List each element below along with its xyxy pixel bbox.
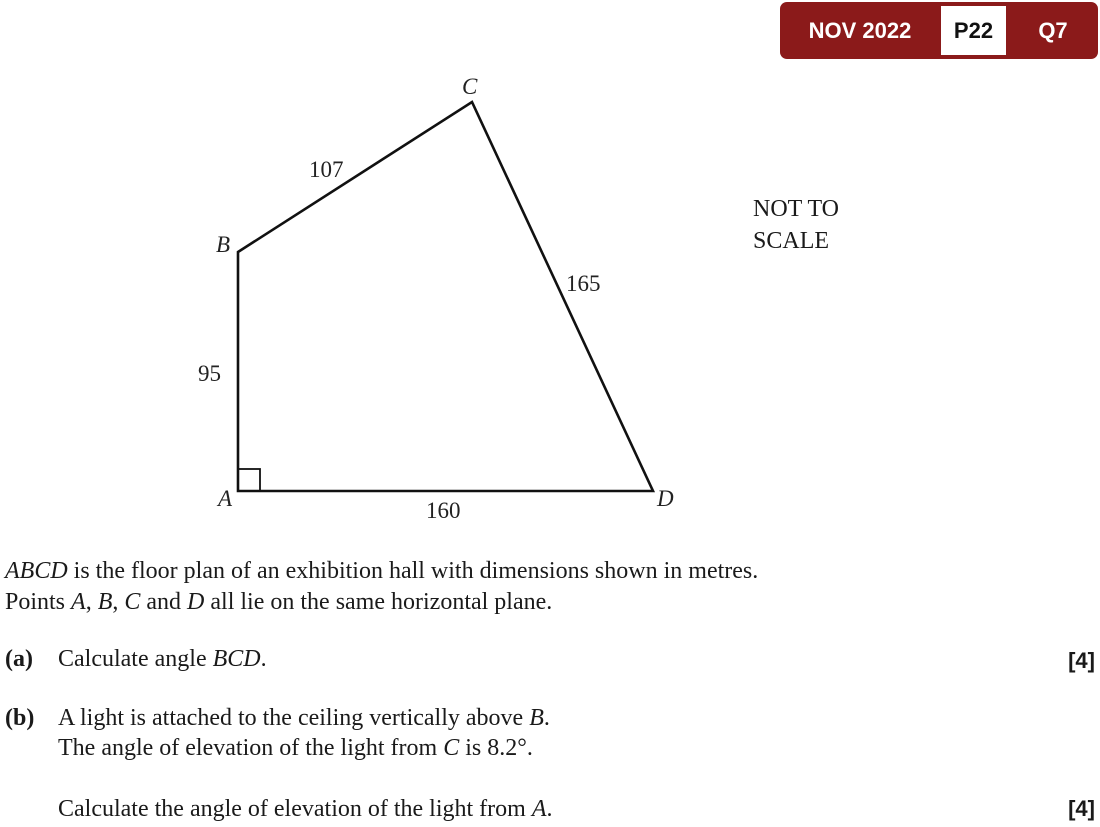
length-ad-label: 160 — [426, 498, 461, 523]
quadrilateral-abcd — [238, 102, 653, 491]
length-ab-label: 95 — [198, 361, 221, 386]
part-b-var-b: B — [529, 705, 544, 731]
intro-line-1 — [5, 556, 758, 586]
intro-line-2 — [5, 587, 552, 617]
intro-line-1-text: is the floor plan of an exhibition hall with dimensions shown in metres. — [67, 558, 759, 584]
part-b-line-2 — [58, 735, 533, 762]
intro-line-2-c: , — [85, 589, 98, 615]
vertex-c-label: C — [462, 74, 478, 99]
part-b-line-2-end: is 8.2°. — [459, 735, 533, 761]
intro-line-2-a: Points — [5, 589, 72, 615]
length-bc-label: 107 — [309, 157, 344, 182]
part-b-label: (b) — [5, 705, 35, 731]
vertex-d-label: D — [657, 486, 674, 511]
note-line-1: NOT TO — [753, 196, 840, 222]
right-angle-marker — [238, 469, 260, 491]
intro-var-d: D — [187, 589, 205, 615]
length-cd-label: 165 — [566, 271, 601, 296]
part-b-line-3-text: Calculate the angle of elevation of the light from — [58, 796, 532, 822]
note-line-2: SCALE — [753, 228, 830, 254]
intro-abcd: ABCD — [5, 558, 68, 584]
intro-line-2-i: all lie on the same horizontal plane. — [204, 589, 553, 615]
part-b-marks: [4] — [1068, 796, 1095, 821]
intro-var-b: B — [97, 589, 113, 615]
vertex-b-label: B — [216, 232, 231, 257]
intro-line-2-e: , — [112, 589, 125, 615]
intro-line-2-g: and — [140, 589, 188, 615]
part-a-text — [58, 646, 267, 673]
vertex-a-label: A — [218, 486, 233, 511]
part-a-marks: [4] — [1068, 648, 1095, 673]
badge-date: NOV 2022 — [808, 18, 912, 43]
part-a-prompt: Calculate angle — [58, 646, 213, 672]
intro-var-a: A — [71, 589, 86, 615]
intro-var-c: C — [124, 589, 141, 615]
part-b-var-c: C — [443, 735, 460, 761]
part-b-line-1 — [58, 705, 550, 732]
part-b-line-1-end: . — [543, 705, 550, 731]
badge-paper: P22 — [941, 6, 1006, 55]
part-a-label: (a) — [5, 646, 33, 672]
part-b-var-a: A — [531, 796, 547, 822]
part-b-line-3-end: . — [546, 796, 553, 822]
part-b-line-3 — [58, 796, 553, 823]
not-to-scale-note — [753, 193, 839, 257]
part-b-line-2-text: The angle of elevation of the light from — [58, 735, 444, 761]
badge-question: Q7 — [1038, 18, 1068, 43]
part-a-end: . — [260, 646, 267, 672]
part-a-angle: BCD — [212, 646, 261, 672]
part-b-line-1-text: A light is attached to the ceiling vertically above — [58, 705, 530, 731]
